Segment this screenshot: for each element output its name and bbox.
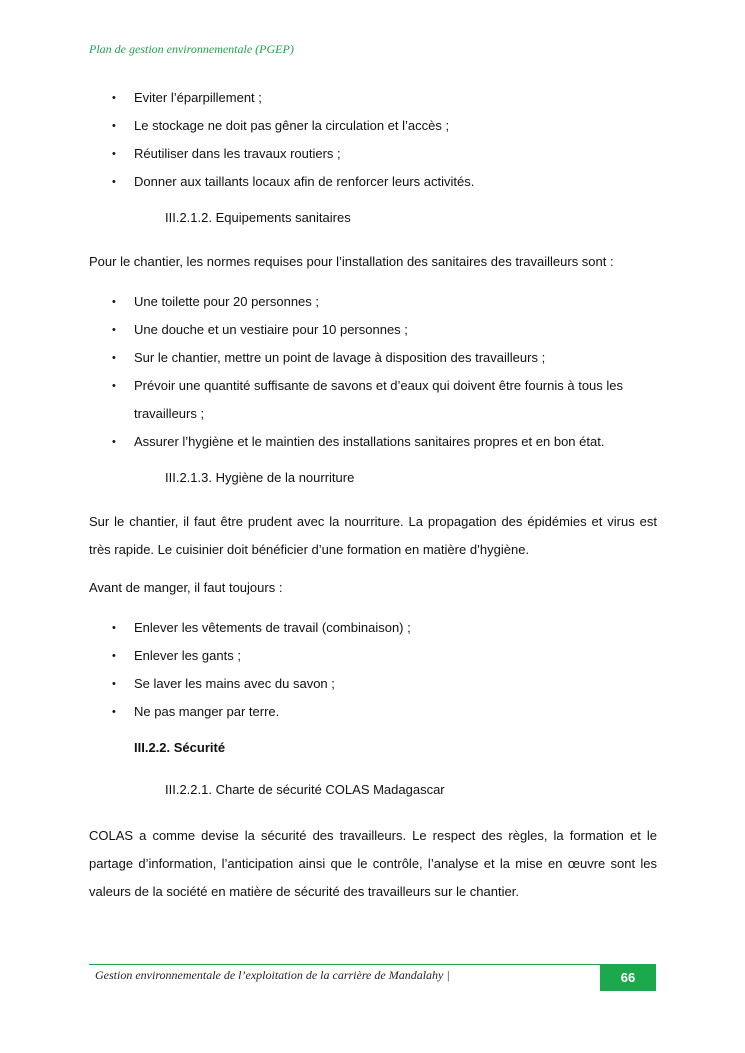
bullet-icon: • <box>112 148 116 160</box>
paragraph-nourriture: Sur le chantier, il faut être prudent avec la nourriture. La propagation des épidémies et virus est très rapide. Le cuisinier doit bénéficier d’une formation en matière d’hygiène. <box>89 514 657 557</box>
list-item: • Enlever les gants ; <box>89 642 657 670</box>
footer-divider <box>89 964 600 965</box>
bullet-icon: • <box>112 436 116 448</box>
bullet-icon: • <box>112 706 116 718</box>
bullet-icon: • <box>112 92 116 104</box>
section-heading-2221: III.2.2.1. Charte de sécurité COLAS Madagascar <box>165 782 445 797</box>
page-number-badge <box>600 964 656 991</box>
list-item: • Prévoir une quantité suffisante de savons et d’eaux qui doivent être fournis à tous les travailleurs ; <box>89 372 657 428</box>
paragraph-colas: COLAS a comme devise la sécurité des travailleurs. Le respect des règles, la formation et le partage d’information, l’anticipation ainsi que le contrôle, l’analyse et la mise en œuvre sont les valeurs de la société en matière de sécurité des travailleurs sur le chantier. <box>89 828 657 899</box>
page-number: 66 <box>620 970 636 985</box>
running-footer: Gestion environnementale de l’exploitation de la carrière de Mandalahy | <box>95 968 450 982</box>
bullet-icon: • <box>112 678 116 690</box>
running-header: Plan de gestion environnementale (PGEP) <box>89 42 294 56</box>
list-item: • Sur le chantier, mettre un point de lavage à disposition des travailleurs ; <box>89 344 657 372</box>
bullet-icon: • <box>112 352 116 364</box>
bullet-icon: • <box>112 176 116 188</box>
paragraph-avant-manger: Avant de manger, il faut toujours : <box>89 580 283 595</box>
list-item: • Enlever les vêtements de travail (combinaison) ; <box>89 614 657 642</box>
list-item: • Eviter l’éparpillement ; <box>89 84 657 112</box>
page-body <box>89 84 657 906</box>
bullet-icon: • <box>112 296 116 308</box>
list-avant-manger <box>89 614 657 726</box>
section-heading-222: III.2.2. Sécurité <box>134 740 226 755</box>
list-item: • Donner aux taillants locaux afin de renforcer leurs activités. <box>89 168 657 196</box>
bullet-icon: • <box>112 622 116 634</box>
list-item: • Réutiliser dans les travaux routiers ; <box>89 140 657 168</box>
bullet-icon: • <box>112 120 116 132</box>
list-item: • Ne pas manger par terre. <box>89 698 657 726</box>
paragraph-sanitaires: Pour le chantier, les normes requises pour l’installation des sanitaires des travailleurs sont : <box>89 254 614 269</box>
section-heading-2112: III.2.1.2. Equipements sanitaires <box>165 210 351 225</box>
section-heading-2113: III.2.1.3. Hygiène de la nourriture <box>165 470 355 485</box>
list-item: • Une douche et un vestiaire pour 10 personnes ; <box>89 316 657 344</box>
list-sanitaires <box>89 288 657 456</box>
bullet-icon: • <box>112 324 116 336</box>
list-item: • Assurer l’hygiène et le maintien des installations sanitaires propres et en bon état. <box>89 428 657 456</box>
bullet-icon: • <box>112 380 116 392</box>
list-item: • Se laver les mains avec du savon ; <box>89 670 657 698</box>
list-dechets <box>89 84 657 196</box>
bullet-icon: • <box>112 650 116 662</box>
list-item: • Le stockage ne doit pas gêner la circulation et l’accès ; <box>89 112 657 140</box>
list-item: • Une toilette pour 20 personnes ; <box>89 288 657 316</box>
